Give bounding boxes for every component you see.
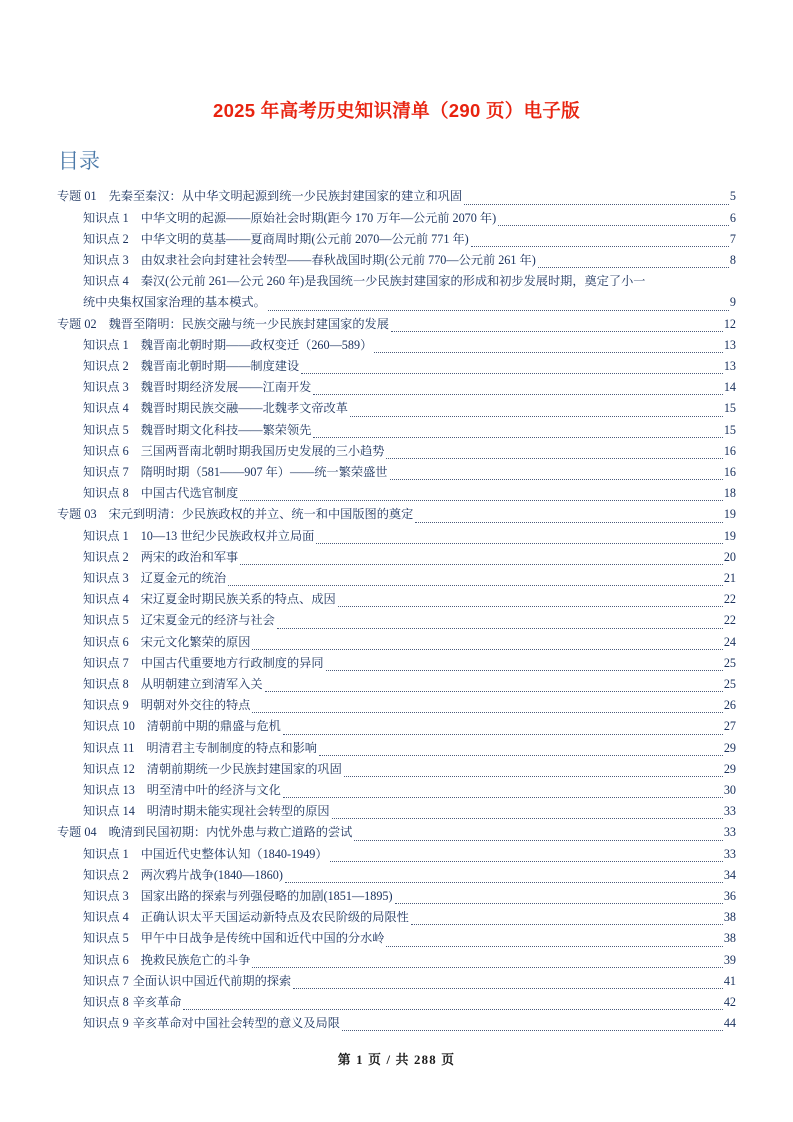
toc-page-number: 25 (723, 655, 736, 670)
toc-entry-text: 中国近代史整体认知（1840-1949） (140, 846, 328, 861)
toc-entry-text: 魏晋时期文化科技——繁荣领先 (140, 422, 312, 437)
toc-entry-text: 明朝对外交往的特点 (140, 698, 251, 713)
toc-entry-text: 辽宋夏金元的经济与社会 (140, 613, 275, 628)
toc-entry-label: 知识点 5 (83, 931, 129, 946)
page-footer: 第 1 页 / 共 288 页 (337, 1053, 456, 1067)
toc-dot-leader (265, 690, 723, 692)
toc-page-number: 8 (729, 252, 736, 267)
toc-knowledge-entry[interactable] (57, 759, 736, 780)
toc-knowledge-entry[interactable] (57, 780, 736, 801)
toc-entry-text: 魏晋时期经济发展——江南开发 (140, 380, 312, 395)
toc-dot-leader (330, 860, 723, 862)
toc-entry-label: 专题 02 (57, 316, 97, 331)
toc-page-number: 7 (729, 231, 736, 246)
toc-entry-label: 知识点 1 (83, 337, 129, 352)
toc-entry-label: 知识点 2 (83, 358, 129, 373)
toc-knowledge-entry[interactable] (57, 483, 736, 504)
toc-entry-text: 从明朝建立到清军入关 (140, 676, 263, 691)
toc-knowledge-entry[interactable] (57, 653, 736, 674)
toc-dot-leader (411, 923, 723, 925)
toc-knowledge-entry[interactable] (57, 377, 736, 398)
toc-dot-leader (391, 330, 723, 332)
toc-dot-leader (319, 754, 723, 756)
toc-entry-text: 中华文明的起源——原始社会时期(距今 170 万年—公元前 2070 年) (140, 210, 497, 225)
toc-dot-leader (183, 1008, 722, 1010)
toc-heading: 目录 (58, 149, 100, 174)
toc-page-number: 44 (723, 1016, 736, 1031)
toc-entry-label: 知识点 11 (83, 740, 135, 755)
toc-entry-text: 国家出路的探索与列强侵略的加剧(1851—1895) (140, 889, 393, 904)
toc-entry-text: 清朝前中期的鼎盛与危机 (146, 719, 281, 734)
toc-page-number: 29 (723, 761, 736, 776)
toc-entry-text: 明清君主专制制度的特点和影响 (146, 740, 317, 755)
toc-dot-leader (538, 266, 729, 268)
toc-entry-text: 明至清中叶的经济与文化 (146, 783, 281, 797)
toc-page-number: 19 (723, 528, 736, 543)
toc-page-number: 36 (723, 889, 736, 904)
toc-entry-label: 知识点 1 (83, 210, 129, 225)
toc-entry-text-continued: 统中央集权国家治理的基本模式。 (83, 295, 266, 310)
toc-entry-text: 10—13 世纪少民族政权并立局面 (140, 528, 315, 543)
toc-entry-text: 全面认识中国近代前期的探索 (132, 973, 292, 988)
toc-entry-label: 知识点 2 (83, 549, 129, 564)
toc-entry-label: 知识点 14 (83, 804, 135, 819)
toc-page-number: 5 (729, 189, 736, 204)
toc-entry-label: 知识点 4 (83, 910, 129, 925)
toc-knowledge-entry[interactable] (57, 1013, 736, 1034)
toc-page-number: 27 (723, 719, 736, 734)
toc-dot-leader (354, 839, 722, 841)
page-title: 2025 年高考历史知识清单（290 页）电子版 (212, 100, 580, 121)
toc-dot-leader (338, 605, 723, 607)
toc-entry-label: 知识点 13 (83, 783, 135, 797)
toc-knowledge-entry[interactable] (57, 738, 736, 759)
toc-dot-leader (268, 309, 729, 311)
toc-page-number: 26 (723, 698, 736, 713)
toc-dot-leader (252, 711, 722, 713)
toc-dot-leader (283, 796, 723, 798)
toc-knowledge-entry[interactable] (57, 865, 736, 886)
toc-entry-label: 知识点 6 (83, 634, 129, 649)
toc-dot-leader (313, 436, 722, 438)
toc-page-number: 38 (723, 910, 736, 925)
toc-entry-label: 知识点 3 (83, 252, 129, 267)
toc-entry-label: 知识点 1 (83, 846, 129, 861)
toc-knowledge-entry[interactable] (57, 356, 736, 377)
toc-entry-label: 知识点 4 (83, 274, 129, 289)
toc-knowledge-entry[interactable] (57, 420, 736, 441)
toc-entry-text: 辽夏金元的统治 (140, 570, 227, 585)
toc-dot-leader (390, 478, 723, 480)
toc-page-number: 22 (723, 592, 736, 607)
toc-entry-text: 秦汉(公元前 261—公元 260 年)是我国统一少民族封建国家的形成和初步发展时期，奠定了小一 (140, 274, 646, 289)
toc-entry-label: 知识点 5 (83, 613, 129, 628)
toc-dot-leader (386, 457, 722, 459)
toc-entry-label: 知识点 3 (83, 380, 129, 395)
toc-knowledge-entry[interactable] (57, 441, 736, 462)
toc-entry-label: 知识点 8 (83, 995, 129, 1010)
toc-entry-label: 知识点 3 (83, 570, 129, 585)
toc-dot-leader (464, 203, 729, 205)
toc-entry-label: 知识点 7 (83, 973, 129, 988)
toc-entry-label: 知识点 5 (83, 422, 129, 437)
toc-dot-leader (316, 542, 722, 544)
toc-entry-label: 知识点 4 (83, 592, 129, 607)
toc-dot-leader (240, 499, 723, 501)
toc-topic-entry[interactable] (57, 504, 736, 525)
toc-knowledge-entry[interactable] (57, 801, 736, 822)
toc-page-number: 13 (723, 358, 736, 373)
toc-page-number: 12 (723, 316, 736, 331)
toc-dot-leader (301, 372, 723, 374)
toc-dot-leader (313, 393, 722, 395)
toc-entry-text: 隋明时期（581——907 年）——统一繁荣盛世 (140, 464, 388, 479)
toc-page-number: 16 (723, 443, 736, 458)
toc-dot-leader (471, 245, 729, 247)
toc-dot-leader (240, 563, 723, 565)
toc-dot-leader (350, 415, 723, 417)
toc-dot-leader (374, 351, 723, 353)
toc-knowledge-entry[interactable] (57, 547, 736, 568)
toc-entry-label: 知识点 2 (83, 867, 129, 882)
toc-entry-line (83, 292, 736, 313)
toc-knowledge-entry[interactable] (57, 335, 736, 356)
toc-page-number: 25 (723, 676, 736, 691)
toc-entry-label: 知识点 3 (83, 889, 129, 904)
toc-page-number: 15 (723, 422, 736, 437)
toc-page-number: 42 (723, 995, 736, 1010)
toc-dot-leader (386, 945, 722, 947)
toc-entry-label: 知识点 10 (83, 719, 135, 734)
toc-entry-label: 知识点 7 (83, 655, 129, 670)
toc-page-number: 20 (723, 549, 736, 564)
toc-entry-line (83, 271, 736, 292)
toc-entry-text: 中国古代选官制度 (140, 486, 239, 501)
toc-entry-label: 知识点 7 (83, 464, 129, 479)
toc-page-number: 9 (729, 295, 736, 310)
toc-dot-leader (498, 224, 729, 226)
toc-entry-text: 明清时期未能实现社会转型的原因 (146, 804, 330, 819)
toc-entry-text: 先秦至秦汉：从中华文明起源到统一少民族封建国家的建立和巩固 (108, 189, 463, 204)
toc-knowledge-entry[interactable] (57, 928, 736, 949)
toc-entry-label: 知识点 4 (83, 401, 129, 416)
toc-dot-leader (332, 817, 723, 819)
toc-entry-text: 两次鸦片战争(1840—1860) (140, 867, 283, 882)
toc-page-number: 6 (729, 210, 736, 225)
toc-page-number: 33 (723, 846, 736, 861)
toc-page-number: 15 (723, 401, 736, 416)
toc-knowledge-entry[interactable] (57, 462, 736, 483)
toc-knowledge-entry[interactable] (57, 568, 736, 589)
toc-entry-text: 魏晋南北朝时期——政权变迁（260—589） (140, 337, 373, 352)
toc-dot-leader (285, 881, 723, 883)
toc-page-number: 22 (723, 613, 736, 628)
toc-knowledge-entry[interactable] (57, 695, 736, 716)
toc-page-number: 39 (723, 952, 736, 967)
toc-dot-leader (293, 987, 723, 989)
toc-knowledge-entry[interactable] (57, 844, 736, 865)
toc-entry-text: 清朝前期统一少民族封建国家的巩固 (146, 761, 342, 776)
toc-entry-text: 辛亥革命对中国社会转型的意义及局限 (132, 1016, 340, 1031)
toc-page-number: 41 (723, 973, 736, 988)
toc-knowledge-entry[interactable] (57, 610, 736, 631)
toc-knowledge-entry[interactable] (57, 674, 736, 695)
toc-page-number: 24 (723, 634, 736, 649)
toc-dot-leader (252, 648, 722, 650)
toc-dot-leader (344, 775, 723, 777)
toc-page-number: 33 (723, 825, 736, 840)
toc-dot-leader (252, 966, 722, 968)
toc-knowledge-entry[interactable] (57, 716, 736, 737)
toc-entry-text: 中国古代重要地方行政制度的异同 (140, 655, 324, 670)
toc-dot-leader (228, 584, 723, 586)
toc-entry-text: 宋元到明清：少民族政权的并立、统一和中国版图的奠定 (108, 507, 414, 522)
toc-entry-label: 知识点 6 (83, 443, 129, 458)
toc-entry-text: 中华文明的莫基——夏商周时期(公元前 2070—公元前 771 年) (140, 231, 469, 246)
toc-dot-leader (395, 902, 723, 904)
toc-page-number: 38 (723, 931, 736, 946)
toc-entry-text: 魏晋至隋明：民族交融与统一少民族封建国家的发展 (108, 316, 389, 331)
toc-topic-entry[interactable] (57, 186, 736, 207)
toc-knowledge-entry[interactable] (57, 589, 736, 610)
toc-entry-text: 由奴隶社会向封建社会转型——春秋战国时期(公元前 770—公元前 261 年) (140, 252, 536, 267)
toc-entry-text: 辛亥革命 (132, 995, 182, 1010)
toc-entry-label: 知识点 8 (83, 486, 129, 501)
toc-page-number: 34 (723, 867, 736, 882)
toc-knowledge-entry[interactable] (57, 526, 736, 547)
toc-page-number: 16 (723, 464, 736, 479)
toc-entry-text: 两宋的政治和军事 (140, 549, 239, 564)
toc-knowledge-entry[interactable] (57, 632, 736, 653)
toc-entry-text: 魏晋时期民族交融——北魏孝文帝改革 (140, 401, 348, 416)
toc-knowledge-entry[interactable] (57, 250, 736, 271)
toc-dot-leader (277, 627, 723, 629)
toc-dot-leader (326, 669, 723, 671)
toc-entry-text: 晚清到民国初期：内忧外患与救亡道路的尝试 (108, 825, 353, 840)
toc-entry-label: 知识点 9 (83, 698, 129, 713)
toc-entry-label: 知识点 6 (83, 952, 129, 967)
toc-topic-entry[interactable] (57, 822, 736, 843)
toc-entry-text: 宋元文化繁荣的原因 (140, 634, 251, 649)
toc-entry-label: 知识点 2 (83, 231, 129, 246)
toc-entry-text: 宋辽夏金时期民族关系的特点、成因 (140, 592, 336, 607)
toc-entry-text: 挽救民族危亡的斗争 (140, 952, 251, 967)
toc-entry-label: 知识点 9 (83, 1016, 129, 1031)
toc-dot-leader (283, 733, 723, 735)
toc-entry-label: 知识点 8 (83, 676, 129, 691)
toc-knowledge-entry[interactable] (57, 229, 736, 250)
toc-entry-label: 专题 03 (57, 507, 97, 522)
toc-dot-leader (342, 1029, 723, 1031)
toc-page-number: 13 (723, 337, 736, 352)
toc-entry-label: 知识点 12 (83, 761, 135, 776)
toc-entry-text: 正确认识太平天国运动新特点及农民阶级的局限性 (140, 910, 409, 925)
toc-knowledge-entry[interactable] (57, 950, 736, 971)
toc-page-number: 19 (723, 507, 736, 522)
toc-knowledge-entry[interactable] (57, 208, 736, 229)
toc-page-number: 21 (723, 570, 736, 585)
toc-page-number: 30 (723, 783, 736, 797)
toc-knowledge-entry[interactable] (57, 398, 736, 419)
toc-entry-label: 专题 01 (57, 189, 97, 204)
toc-entry-text: 甲午中日战争是传统中国和近代中国的分水岭 (140, 931, 385, 946)
toc-page-number: 29 (723, 740, 736, 755)
toc-entry-label: 专题 04 (57, 825, 97, 840)
toc-knowledge-entry[interactable] (57, 971, 736, 992)
toc-entry-text: 魏晋南北朝时期——制度建设 (140, 358, 300, 373)
toc-knowledge-entry[interactable] (57, 886, 736, 907)
toc-page-number: 18 (723, 486, 736, 501)
toc-topic-entry[interactable] (57, 314, 736, 335)
toc-entry-label: 知识点 1 (83, 528, 129, 543)
toc-dot-leader (415, 521, 723, 523)
toc-knowledge-entry[interactable] (57, 907, 736, 928)
toc-page-number: 33 (723, 804, 736, 819)
toc-knowledge-entry[interactable] (57, 992, 736, 1013)
toc-entry-text: 三国两晋南北朝时期我国历史发展的三小趋势 (140, 443, 385, 458)
toc-knowledge-entry[interactable] (57, 271, 736, 313)
toc-page-number: 14 (723, 380, 736, 395)
table-of-contents (57, 186, 736, 1034)
